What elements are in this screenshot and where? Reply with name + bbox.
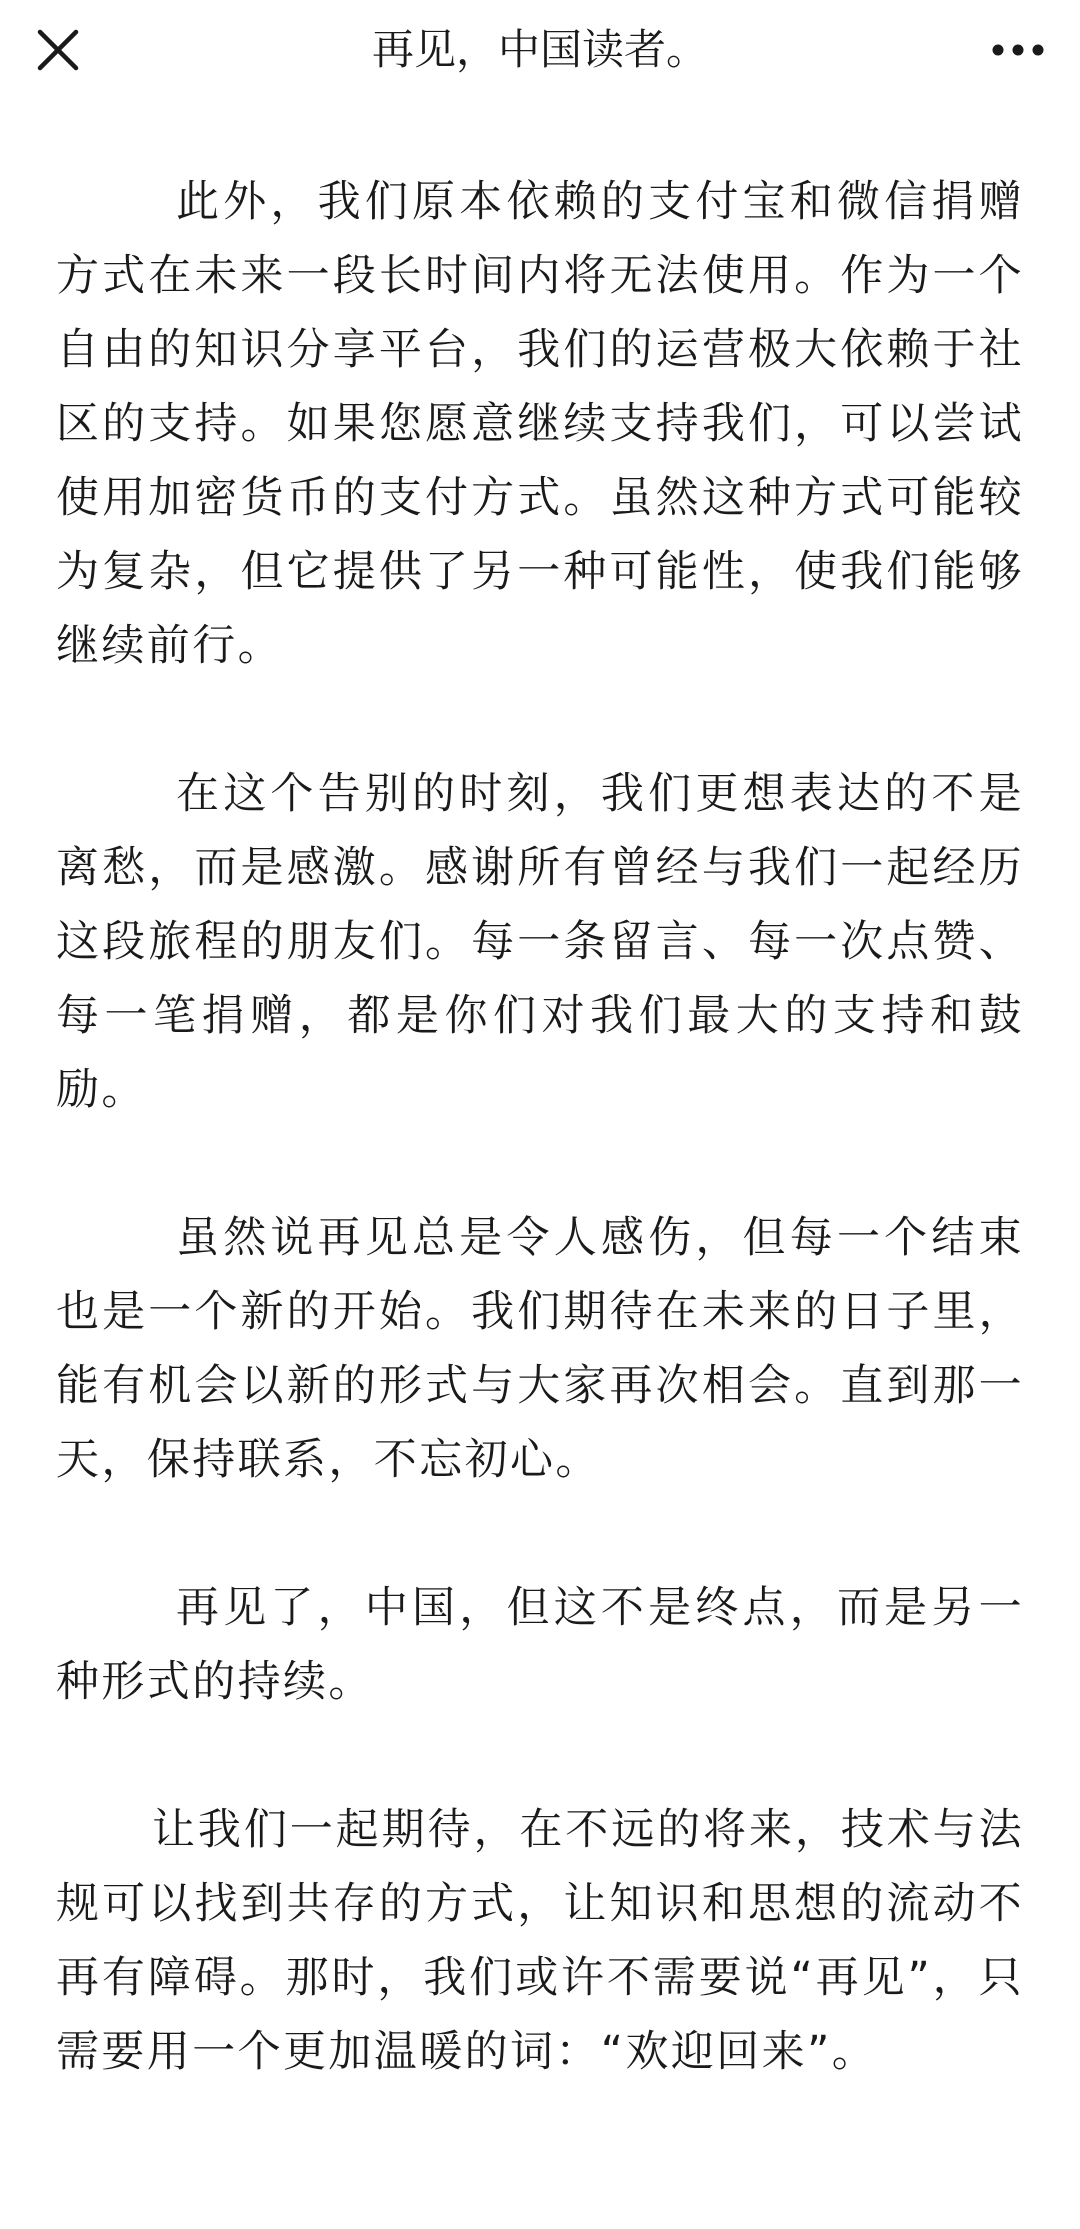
article-paragraph: 虽然说再见总是令人感伤，但每一个结束也是一个新的开始。我们期待在未来的日子里，能有机会以新的形式与大家再次相会。直到那一天，保持联系，不忘初心。	[56, 1213, 1024, 1485]
close-button[interactable]	[26, 18, 90, 82]
page-title: 再见，中国读者。	[371, 25, 708, 74]
more-options-button[interactable]	[982, 18, 1054, 82]
top-navigation-bar	[0, 0, 1080, 100]
close-icon	[36, 28, 80, 72]
article-body	[56, 165, 1024, 2163]
article-paragraph: 在这个告别的时刻，我们更想表达的不是离愁，而是感激。感谢所有曾经与我们一起经历这段旅程的朋友们。每一条留言、每一次点赞、每一笔捐赠，都是你们对我们最大的支持和鼓励。	[56, 769, 1024, 1115]
article-paragraph: 让我们一起期待，在不远的将来，技术与法规可以找到共存的方式，让知识和思想的流动不再有障碍。那时，我们或许不需要说“再见”，只需要用一个更加温暖的词：“欢迎回来”。	[56, 1805, 1024, 2077]
more-horizontal-icon	[992, 44, 1044, 56]
article-paragraph: 此外，我们原本依赖的支付宝和微信捐赠方式在未来一段长时间内将无法使用。作为一个自由的知识分享平台，我们的运营极大依赖于社区的支持。如果您愿意继续支持我们，可以尝试使用加密货币的支付方式。虽然这种方式可能较为复杂，但它提供了另一种可能性，使我们能够继续前行。	[56, 177, 1024, 671]
article-paragraph: 再见了，中国，但这不是终点，而是另一种形式的持续。	[56, 1583, 1024, 1707]
